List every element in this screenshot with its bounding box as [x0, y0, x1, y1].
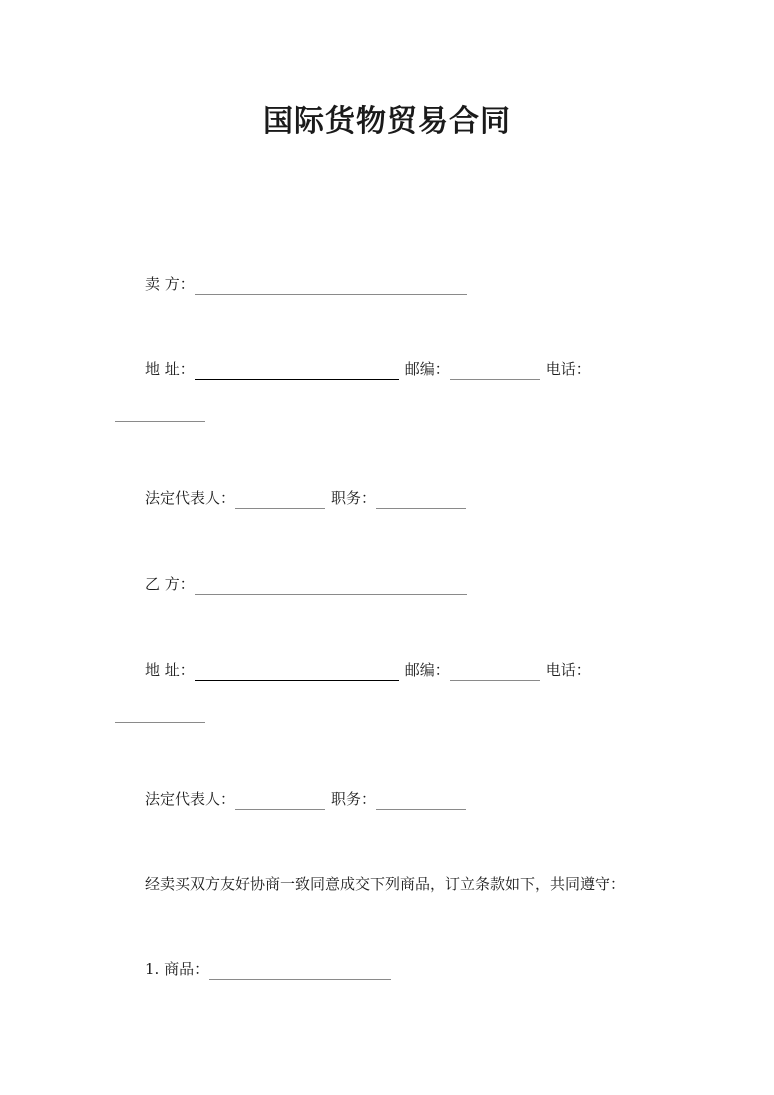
buyer-position-label: 职务：: [331, 790, 377, 808]
buyer-postcode-blank[interactable]: [450, 662, 540, 681]
buyer-phone-blank[interactable]: [115, 704, 205, 723]
item-1-label: 1. 商品：: [145, 960, 210, 978]
seller-postcode-blank[interactable]: [450, 361, 540, 380]
seller-phone-line: [115, 400, 205, 422]
seller-phone-blank[interactable]: [115, 403, 205, 422]
seller-phone-label: 电话：: [545, 360, 591, 378]
item-1-line: [145, 958, 391, 980]
seller-postcode-label: 邮编：: [404, 360, 450, 378]
intro-paragraph: 经卖买双方友好协商一致同意成交下列商品，订立条款如下，共同遵守：: [145, 875, 626, 893]
seller-line: [145, 273, 467, 295]
buyer-address-label: 地 址：: [145, 661, 195, 679]
seller-address-blank[interactable]: [195, 361, 399, 380]
seller-rep-label: 法定代表人：: [145, 489, 236, 507]
buyer-address-blank[interactable]: [195, 662, 399, 681]
buyer-phone-line: [115, 701, 205, 723]
seller-label: 卖 方：: [145, 275, 195, 293]
seller-position-label: 职务：: [331, 489, 377, 507]
seller-address-line: [145, 358, 591, 380]
buyer-position-blank[interactable]: [376, 791, 466, 810]
item-1-blank[interactable]: [209, 961, 391, 980]
seller-position-blank[interactable]: [376, 490, 466, 509]
buyer-label: 乙 方：: [145, 575, 195, 593]
buyer-phone-label: 电话：: [545, 661, 591, 679]
seller-name-blank[interactable]: [195, 276, 467, 295]
buyer-address-line: [145, 659, 591, 681]
buyer-rep-line: [145, 788, 466, 810]
buyer-rep-blank[interactable]: [235, 791, 325, 810]
document-title: 国际货物贸易合同: [263, 104, 511, 139]
buyer-name-blank[interactable]: [195, 576, 467, 595]
seller-rep-blank[interactable]: [235, 490, 325, 509]
buyer-line: [145, 573, 467, 595]
buyer-rep-label: 法定代表人：: [145, 790, 236, 808]
seller-address-label: 地 址：: [145, 360, 195, 378]
buyer-postcode-label: 邮编：: [404, 661, 450, 679]
seller-rep-line: [145, 487, 466, 509]
